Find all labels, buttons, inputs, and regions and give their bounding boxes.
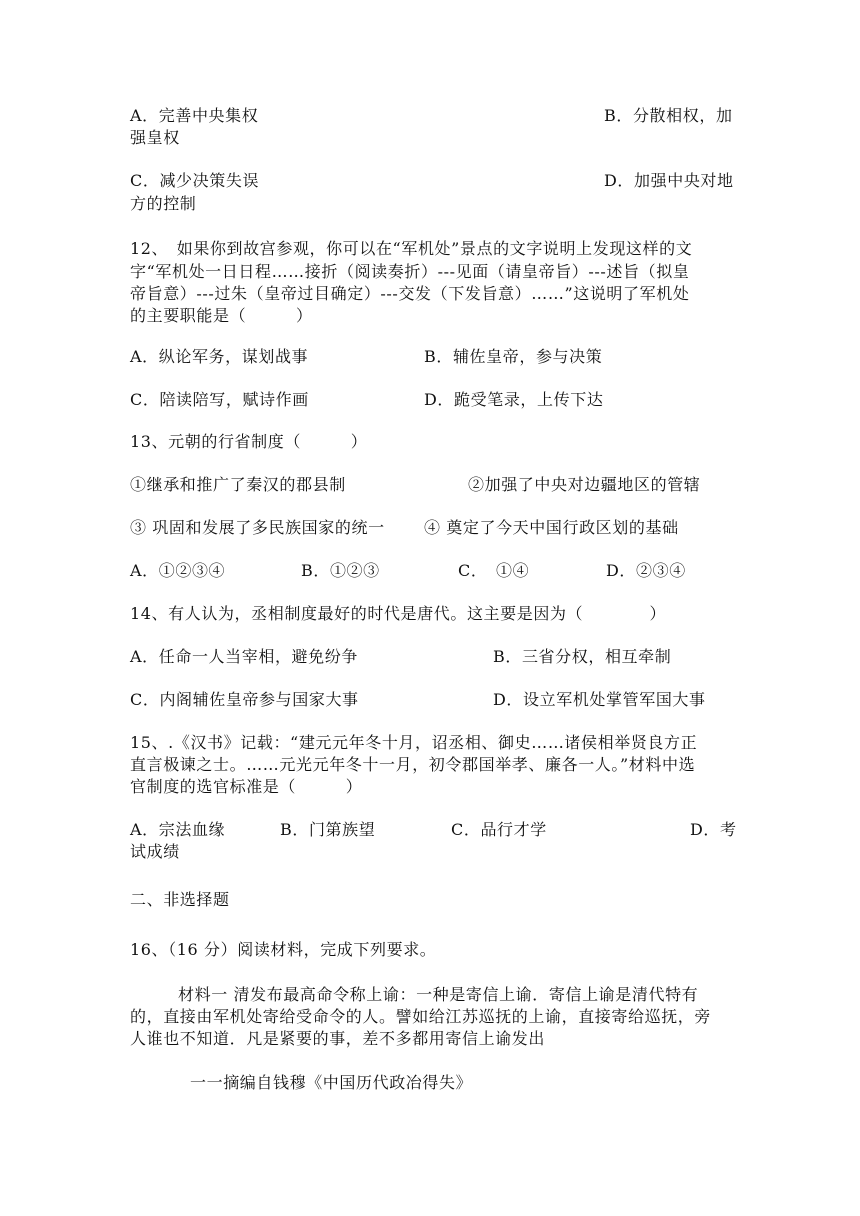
q12-stem-line-2: 字“军机处一日日程……接折（阅读奏折）---见面（请皇帝旨）---述旨（拟皇 bbox=[130, 262, 690, 281]
q14-option-d: D．设立军机处掌管军国大事 bbox=[493, 690, 706, 709]
section-heading: 二、非选择题 bbox=[130, 890, 230, 909]
q16-material-1-line-3: 人谁也不知道．凡是紧要的事，差不多都用寄信上谕发出 bbox=[130, 1029, 546, 1048]
q11-option-b: B．分散相权，加 bbox=[604, 106, 733, 125]
q15-stem-line-1: 15、.《汉书》记载：“建元元年冬十月，诏丞相、御史……诸侯相举贤良方正 bbox=[130, 733, 698, 752]
q15-stem-line-2: 直言极谏之士。……元光元年冬十一月，初令郡国举孝、廉各一人。”材料中选 bbox=[130, 755, 696, 774]
q13-option-b: B．①②③ bbox=[301, 561, 380, 580]
q13-option-c: C． ①④ bbox=[458, 561, 530, 580]
q13-stem: 13、元朝的行省制度（ ） bbox=[130, 432, 368, 451]
q15-stem-line-3: 官制度的选官标准是（ ） bbox=[130, 777, 363, 796]
q11-option-a: A．完善中央集权 bbox=[130, 106, 259, 125]
q14-option-c: C．内阁辅佐皇帝参与国家大事 bbox=[130, 690, 359, 709]
q16-material-1-line-1: 材料一 清发布最高命令称上谕：一种是寄信上谕．寄信上谕是清代特有 bbox=[178, 985, 699, 1004]
q14-stem: 14、有人认为，丞相制度最好的时代是唐代。这主要是因为（ ） bbox=[130, 604, 667, 623]
q15-option-d-continued: 试成绩 bbox=[130, 842, 180, 861]
q13-option-a: A．①②③④ bbox=[130, 561, 226, 580]
q16-source-citation: 一一摘编自钱穆《中国历代政冶得失》 bbox=[190, 1073, 473, 1092]
q11-option-b-continued: 强皇权 bbox=[130, 128, 180, 147]
q12-option-b: B．辅佐皇帝，参与决策 bbox=[424, 347, 603, 366]
q11-option-d-continued: 方的控制 bbox=[130, 194, 197, 213]
q12-option-c: C．陪读陪写，赋诗作画 bbox=[130, 390, 309, 409]
q13-item-3: ③ 巩固和发展了多民族国家的统一 bbox=[130, 518, 385, 537]
q13-option-d: D．②③④ bbox=[606, 561, 686, 580]
q15-option-c: C．品行才学 bbox=[451, 820, 547, 839]
q14-option-a: A．任命一人当宰相，避免纷争 bbox=[130, 647, 358, 666]
q15-option-d: D．考 bbox=[690, 820, 737, 839]
q16-material-1-line-2: 的，直接由军机处寄给受命令的人。譬如给江苏巡抚的上谕，直接寄给巡抚，旁 bbox=[130, 1007, 712, 1026]
q11-option-d: D．加强中央对地 bbox=[604, 171, 734, 190]
q13-item-2: ②加强了中央对边疆地区的管辖 bbox=[468, 475, 701, 494]
q11-option-c: C．减少决策失误 bbox=[130, 171, 260, 190]
q13-item-4: ④ 奠定了今天中国行政区划的基础 bbox=[424, 518, 679, 537]
q15-option-b: B．门第族望 bbox=[280, 820, 376, 839]
q16-stem: 16、（16 分）阅读材料，完成下列要求。 bbox=[130, 940, 437, 959]
q12-stem-line-4: 的主要职能是（ ） bbox=[130, 306, 313, 325]
q15-option-a: A．宗法血缘 bbox=[130, 820, 226, 839]
q12-stem-line-1: 12、 如果你到故宫参观，你可以在“军机处”景点的文字说明上发现这样的文 bbox=[130, 239, 693, 258]
q14-option-b: B．三省分权，相互牵制 bbox=[493, 647, 672, 666]
q13-item-1: ①继承和推广了秦汉的郡县制 bbox=[130, 475, 346, 494]
q12-option-a: A．纵论军务，谋划战事 bbox=[130, 347, 309, 366]
q12-option-d: D．跪受笔录，上传下达 bbox=[424, 390, 604, 409]
q12-stem-line-3: 帝旨意）---过朱（皇帝过目确定）---交发（下发旨意）……”这说明了军机处 bbox=[130, 284, 690, 303]
